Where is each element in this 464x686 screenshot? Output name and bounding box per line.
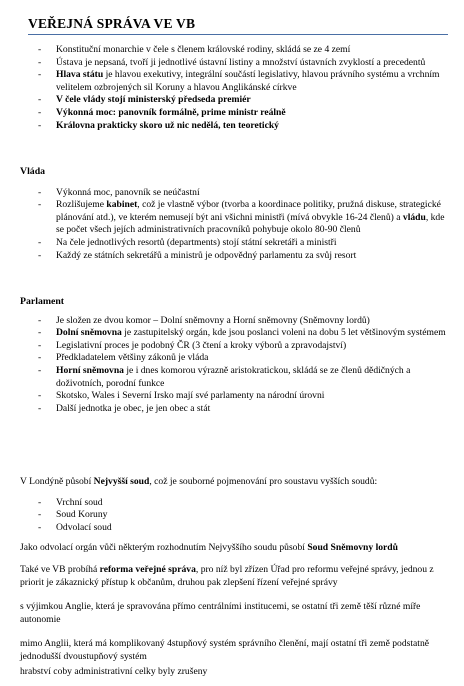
- text-run: hrabství coby administrativní celky byly zrušeny: [20, 666, 208, 677]
- text-run: s výjimkou Anglie, která je spravována přímo centrálními institucemi, se ostatní tři země těší různé míře autonomie: [20, 601, 421, 625]
- bold-text: Soud Sněmovny lordů: [307, 542, 398, 553]
- mimo-paragraph-wrap: [20, 638, 450, 663]
- vlada-list: [20, 187, 450, 263]
- text-run: , což je souborné pojmenování pro soustavu vyšších soudů:: [149, 476, 378, 487]
- text-run: je hlavou exekutivy, integrální součástí legislativy, hlavou právního systému a vrchním velitelem ozbrojených sil Koruny a hlavou Anglikánské církve: [56, 69, 440, 93]
- bold-text: Hlava státu: [56, 69, 104, 81]
- text-run: , pro níž byl zřízen Úřad pro reformu veřejné správy, jednou z priorit je zákaznický přístup k občanům, druhou pak zlepšení řízení veřejné správy: [20, 564, 434, 588]
- bold-text: Výkonná moc: panovník formálně, prime ministr reálně: [56, 106, 286, 118]
- text-run: Jako odvolací orgán vůči některým rozhodnutím Nejvyššího soudu působí: [20, 542, 308, 553]
- list-item: [20, 497, 450, 510]
- vlada-heading: Vláda: [20, 166, 46, 177]
- bold-text: reforma veřejné správa: [99, 564, 196, 575]
- list-item: [20, 352, 450, 365]
- list-item: [20, 365, 450, 390]
- list-item: [20, 94, 450, 107]
- text-run: Také ve VB probíhá: [20, 564, 100, 575]
- odvolaci-paragraph-wrap: [20, 542, 450, 555]
- text-run: , což je vlastně výbor (tvorba a koordinace politiky, pružná diskuse, strategické plánování atd.), ve kterém nemusejí být ani všichni ministři (mívá obvykle 16-24 členů) a: [56, 199, 441, 223]
- document-title: VEŘEJNÁ SPRÁVA VE VB: [28, 16, 448, 35]
- bold-text: kabinet: [106, 199, 138, 211]
- text-run: Legislativní proces je podobný ČR (3 čtení a kroky výborů a zpravodajství): [56, 339, 347, 351]
- parlament-list: [20, 315, 450, 416]
- list-item: [20, 107, 450, 120]
- list-item: [20, 509, 450, 522]
- list-item: [20, 522, 450, 535]
- intro-section: [20, 44, 450, 132]
- list-item: [20, 315, 450, 328]
- list-item: [20, 340, 450, 353]
- reforma-paragraph: [20, 564, 450, 589]
- anglie-paragraph: [20, 601, 450, 626]
- bold-text: Dolní sněmovna: [56, 327, 122, 339]
- parlament-section: [20, 296, 450, 415]
- list-item: [20, 237, 450, 250]
- text-run: Výkonná moc, panovník se neúčastní: [56, 186, 200, 198]
- list-item: [20, 403, 450, 416]
- list-item: [20, 44, 450, 57]
- list-item: [20, 69, 450, 94]
- text-run: Vrchní soud: [56, 496, 103, 508]
- list-item: [20, 57, 450, 70]
- hrabstvi-paragraph: [20, 666, 450, 679]
- list-item: [20, 250, 450, 263]
- text-run: je zastupitelský orgán, kde jsou poslanci voleni na dobu 5 let většinovým systémem: [121, 327, 446, 339]
- text-run: Na čele jednotlivých resortů (departments) stojí státní sekretáři a ministři: [56, 236, 337, 248]
- odvolaci-paragraph: [20, 542, 450, 555]
- text-run: Je složen ze dvou komor – Dolní sněmovny a Horní sněmovny (Sněmovny lordů): [56, 314, 370, 326]
- bold-text: Královna prakticky skoro už nic nedělá, ten teoretický: [56, 119, 279, 131]
- mimo-paragraph: [20, 638, 450, 663]
- hrabstvi-paragraph-wrap: [20, 666, 450, 679]
- text-run: V Londýně působí: [20, 476, 94, 487]
- text-run: Každý ze státních sekretářů a ministrů je odpovědný parlamentu za svůj resort: [56, 249, 357, 261]
- text-run: Konstituční monarchie v čele s členem královské rodiny, skládá se ze 4 zemí: [56, 44, 351, 55]
- anglie-paragraph-wrap: [20, 601, 450, 626]
- text-run: Předkladatelem většiny zákonů je vláda: [56, 352, 209, 364]
- text-run: , kde se počet všech jejích administrativních pracovníků pohybuje okolo 80-90 členů: [56, 211, 445, 236]
- text-run: Odvolací soud: [56, 521, 112, 533]
- text-run: je i dnes komorou výrazně aristokratickou, skládá se ze členů dědičných a doživotních, porodní funkce: [56, 364, 411, 389]
- text-run: Rozlišujeme: [56, 199, 107, 211]
- intro-list: [20, 44, 450, 132]
- bold-text: Nejvyšší soud: [93, 476, 150, 487]
- soud-intro-paragraph: [20, 476, 450, 489]
- parlament-heading: Parlament: [20, 296, 65, 307]
- text-run: mimo Anglii, která má komplikovaný 4stupňový systém správního členění, mají ostatní tři země podstatně jednodušší dvoustupňový systém: [20, 638, 429, 662]
- list-item: [20, 120, 450, 133]
- reforma-paragraph-wrap: [20, 564, 450, 589]
- bold-text: Horní sněmovna: [56, 364, 124, 376]
- list-item: [20, 390, 450, 403]
- text-run: Skotsko, Wales i Severní Irsko mají své parlamenty na národní úrovni: [56, 390, 325, 402]
- vlada-section: [20, 166, 450, 262]
- list-item: [20, 187, 450, 200]
- soud-list: [20, 497, 450, 535]
- soud-section: [20, 476, 450, 534]
- bold-text: V čele vlády stojí ministerský předseda premiér: [56, 94, 251, 106]
- text-run: Další jednotka je obec, je jen obec a stát: [56, 402, 211, 414]
- list-item: [20, 327, 450, 340]
- text-run: Ústava je nepsaná, tvoří ji jednotlivé ústavní listiny a množství ústavních zvyklostí a precedentů: [56, 56, 426, 68]
- bold-text: vládu: [402, 211, 426, 223]
- list-item: [20, 199, 450, 237]
- text-run: Soud Koruny: [56, 509, 108, 521]
